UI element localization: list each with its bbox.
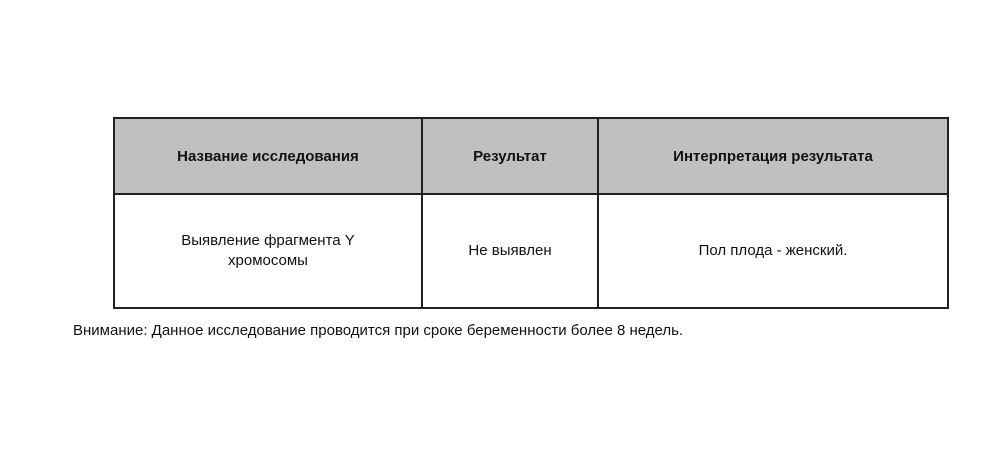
header-result: Результат [422,118,598,194]
cell-result: Не выявлен [422,194,598,308]
cell-test-name: Выявление фрагмента Y хромосомы [114,194,422,308]
table-header-row [114,118,948,194]
warning-note: Внимание: Данное исследование проводится при сроке беременности более 8 недель. [73,322,684,339]
header-test-name: Название исследования [114,118,422,194]
cell-interpretation: Пол плода - женский. [598,194,948,308]
results-table [113,117,949,309]
table-row [114,194,948,308]
header-interpretation: Интерпретация результата [598,118,948,194]
